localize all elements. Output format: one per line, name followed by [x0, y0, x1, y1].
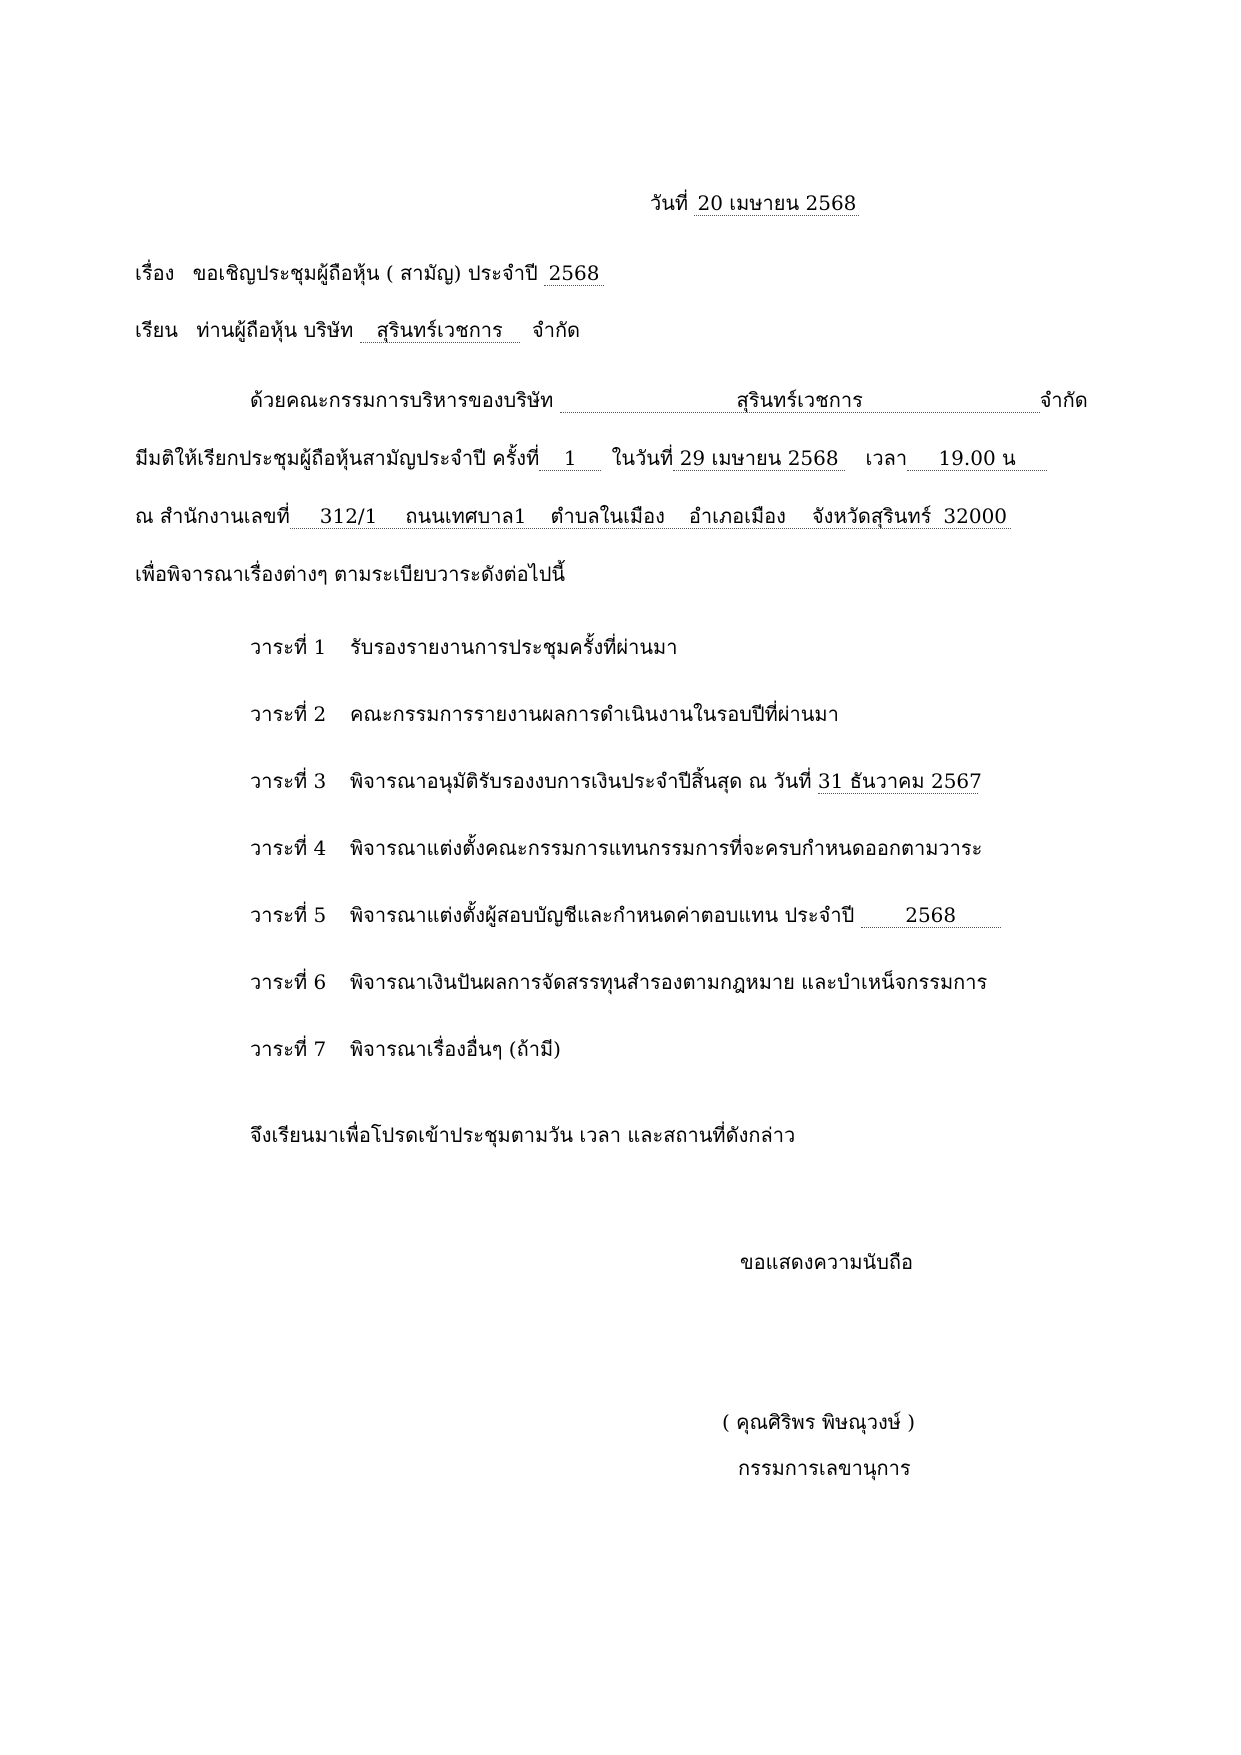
agenda-fill-value: 2568: [861, 905, 1001, 928]
meeting-time: 19.00 น: [907, 448, 1047, 471]
agenda-number: วาระที่ 4: [250, 836, 327, 860]
meeting-date-label: ในวันที่: [611, 446, 674, 470]
agenda-item: [250, 1039, 561, 1059]
date-value: 20 เมษายน 2568: [694, 193, 859, 216]
venue-number: 312/1: [319, 504, 378, 528]
venue-road: ถนนเทศบาล1: [405, 504, 527, 528]
body-line-3: [135, 506, 1011, 529]
agenda-number: วาระที่ 6: [250, 970, 327, 994]
body-line-1: [250, 390, 1088, 413]
agenda-fill-value: 31 ธันวาคม 2567: [817, 769, 982, 793]
agenda-item: [250, 838, 982, 858]
venue-postcode: 32000: [943, 504, 1008, 528]
agenda-item: [250, 704, 839, 724]
body-line-4: [135, 564, 565, 584]
venue-label: ณ สำนักงานเลขที่: [135, 504, 290, 528]
agenda-text: คณะกรรมการรายงานผลการดำเนินงานในรอบปีที่ผ่านมา: [350, 702, 839, 726]
venue-district: อำเภอเมือง: [688, 504, 786, 528]
recipient-text: ท่านผู้ถือหุ้น บริษัท: [196, 318, 354, 342]
date-label: วันที่: [650, 191, 689, 215]
signatory-name: ( คุณศิริพร พิษณุวงษ์ ): [722, 1410, 916, 1434]
body-resolution-text: มีมติให้เรียกประชุมผู้ถือหุ้นสามัญประจำปี ครั้งที่: [135, 446, 540, 470]
agenda-number: วาระที่ 7: [250, 1037, 327, 1061]
subject-text: ขอเชิญประชุมผู้ถือหุ้น ( สามัญ) ประจำปี: [192, 261, 538, 285]
venue-province: จังหวัดสุรินทร์: [811, 504, 932, 528]
agenda-item: [250, 769, 982, 794]
agenda-item: [250, 972, 987, 992]
meeting-time-label: เวลา: [865, 446, 908, 470]
signatory-position: กรรมการเลขานุการ: [738, 1456, 911, 1480]
recipient-label: เรียน: [135, 318, 178, 342]
body-company: สุรินทร์เวชการ: [560, 390, 1040, 413]
body-company-suffix: จำกัด: [1039, 388, 1088, 412]
closing-text: จึงเรียนมาเพื่อโปรดเข้าประชุมตามวัน เวลา และสถานที่ดังกล่าว: [250, 1123, 796, 1147]
agenda-item: [250, 905, 1001, 928]
agenda-text: พิจารณาเรื่องอื่นๆ (ถ้ามี): [350, 1037, 561, 1061]
recipient-suffix: จำกัด: [532, 318, 581, 342]
agenda-number: วาระที่ 5: [250, 903, 327, 927]
agenda-text: พิจารณาแต่งตั้งคณะกรรมการแทนกรรมการที่จะครบกำหนดออกตามวาระ: [350, 836, 983, 860]
agenda-number: วาระที่ 2: [250, 702, 327, 726]
agenda-number: วาระที่ 3: [250, 769, 327, 793]
body-purpose: เพื่อพิจารณาเรื่องต่างๆ ตามระเบียบวาระดังต่อไปนี้: [135, 562, 566, 586]
agenda-text: พิจารณาอนุมัติรับรองงบการเงินประจำปีสิ้นสุด ณ วันที่: [350, 769, 812, 793]
subject-label: เรื่อง: [135, 261, 175, 285]
agenda-text: พิจารณาเงินปันผลการจัดสรรทุนสำรองตามกฎหมาย และบำเหน็จกรรมการ: [350, 970, 988, 994]
subject-year: 2568: [544, 263, 604, 286]
body-intro: ด้วยคณะกรรมการบริหารของบริษัท: [250, 388, 554, 412]
recipient-line: [135, 320, 580, 343]
body-line-2: [135, 448, 1047, 471]
meeting-date: 29 เมษายน 2568: [673, 448, 845, 471]
subject-line: [135, 263, 604, 286]
meeting-number: 1: [539, 448, 601, 471]
venue-subdistrict: ตำบลในเมือง: [550, 504, 665, 528]
regards-text: ขอแสดงความนับถือ: [740, 1250, 914, 1274]
agenda-number: วาระที่ 1: [250, 635, 327, 659]
agenda-text: พิจารณาแต่งตั้งผู้สอบบัญชีและกำหนดค่าตอบแทน ประจำปี: [350, 903, 855, 927]
date-line: [650, 193, 859, 216]
venue-details: [290, 506, 1011, 529]
agenda-item: [250, 637, 677, 657]
recipient-company: สุรินทร์เวชการ: [360, 320, 520, 343]
agenda-text: รับรองรายงานการประชุมครั้งที่ผ่านมา: [350, 635, 678, 659]
